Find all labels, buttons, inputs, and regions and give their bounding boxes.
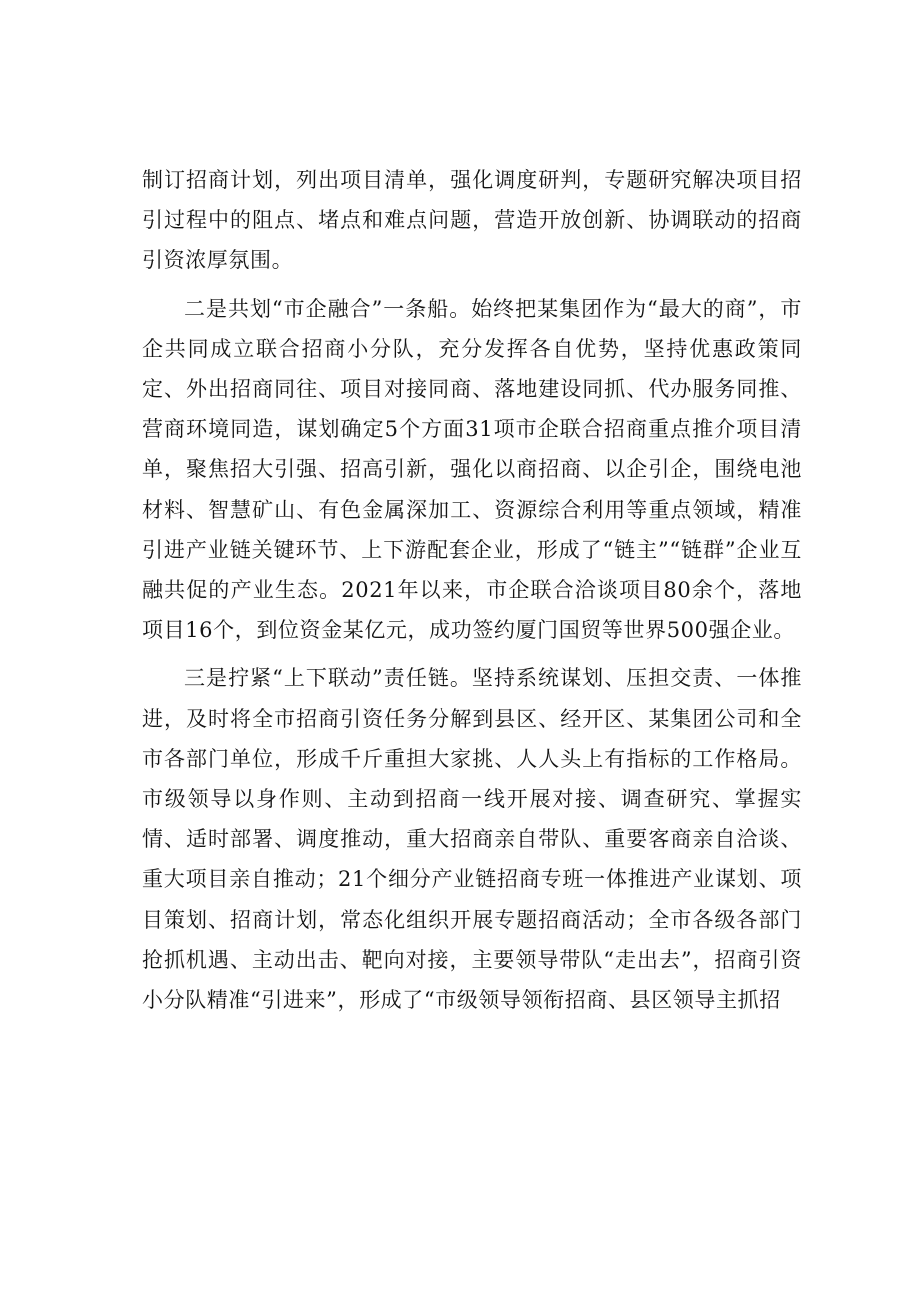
paragraph-top-down-linkage: 三是拧紧“上下联动”责任链。坚持系统谋划、压担交责、一体推进，及时将全市招商引资任务分解到县区、经开区、某集团公司和全市各部门单位，形成千斤重担大家挑、人人头上有指标的工作格局。市级领导以身作则、主动到招商一线开展对接、调查研究、掌握实情、适时部署、调度推动，重大招商亲自带队、重要客商亲自洽谈、重大项目亲自推动；21个细分产业链招商专班一体推进产业谋划、项目策划、招商计划，常态化组织开展专题招商活动；全市各级各部门抢抓机遇、主动出击、靶向对接，主要领导带队“走出去”，招商引资小分队精准“引进来”，形成了“市级领导领衔招商、县区领导主抓招 — [142, 666, 802, 1013]
paragraph-continuation: 制订招商计划，列出项目清单，强化调度研判，专题研究解决项目招引过程中的阻点、堵点和难点问题，营造开放创新、协调联动的招商引资浓厚氛围。 — [142, 168, 802, 273]
paragraph-city-enterprise-integration: 二是共划“市企融合”一条船。始终把某集团作为“最大的商”，市企共同成立联合招商小分队，充分发挥各自优势，坚持优惠政策同定、外出招商同往、项目对接同商、落地建设同抓、代办服务同推、营商环境同造，谋划确定5个方面31项市企联合招商重点推介项目清单，聚焦招大引强、招高引新，强化以商招商、以企引企，围绕电池材料、智慧矿山、有色金属深加工、资源综合利用等重点领域，精准引进产业链关键环节、上下游配套企业，形成了“链主”“链群”企业互融共促的产业生态。2021年以来，市企联合洽谈项目80余个，落地项目16个，到位资金某亿元，成功签约厦门国贸等世界500强企业。 — [142, 296, 802, 643]
document-body — [142, 160, 802, 1020]
